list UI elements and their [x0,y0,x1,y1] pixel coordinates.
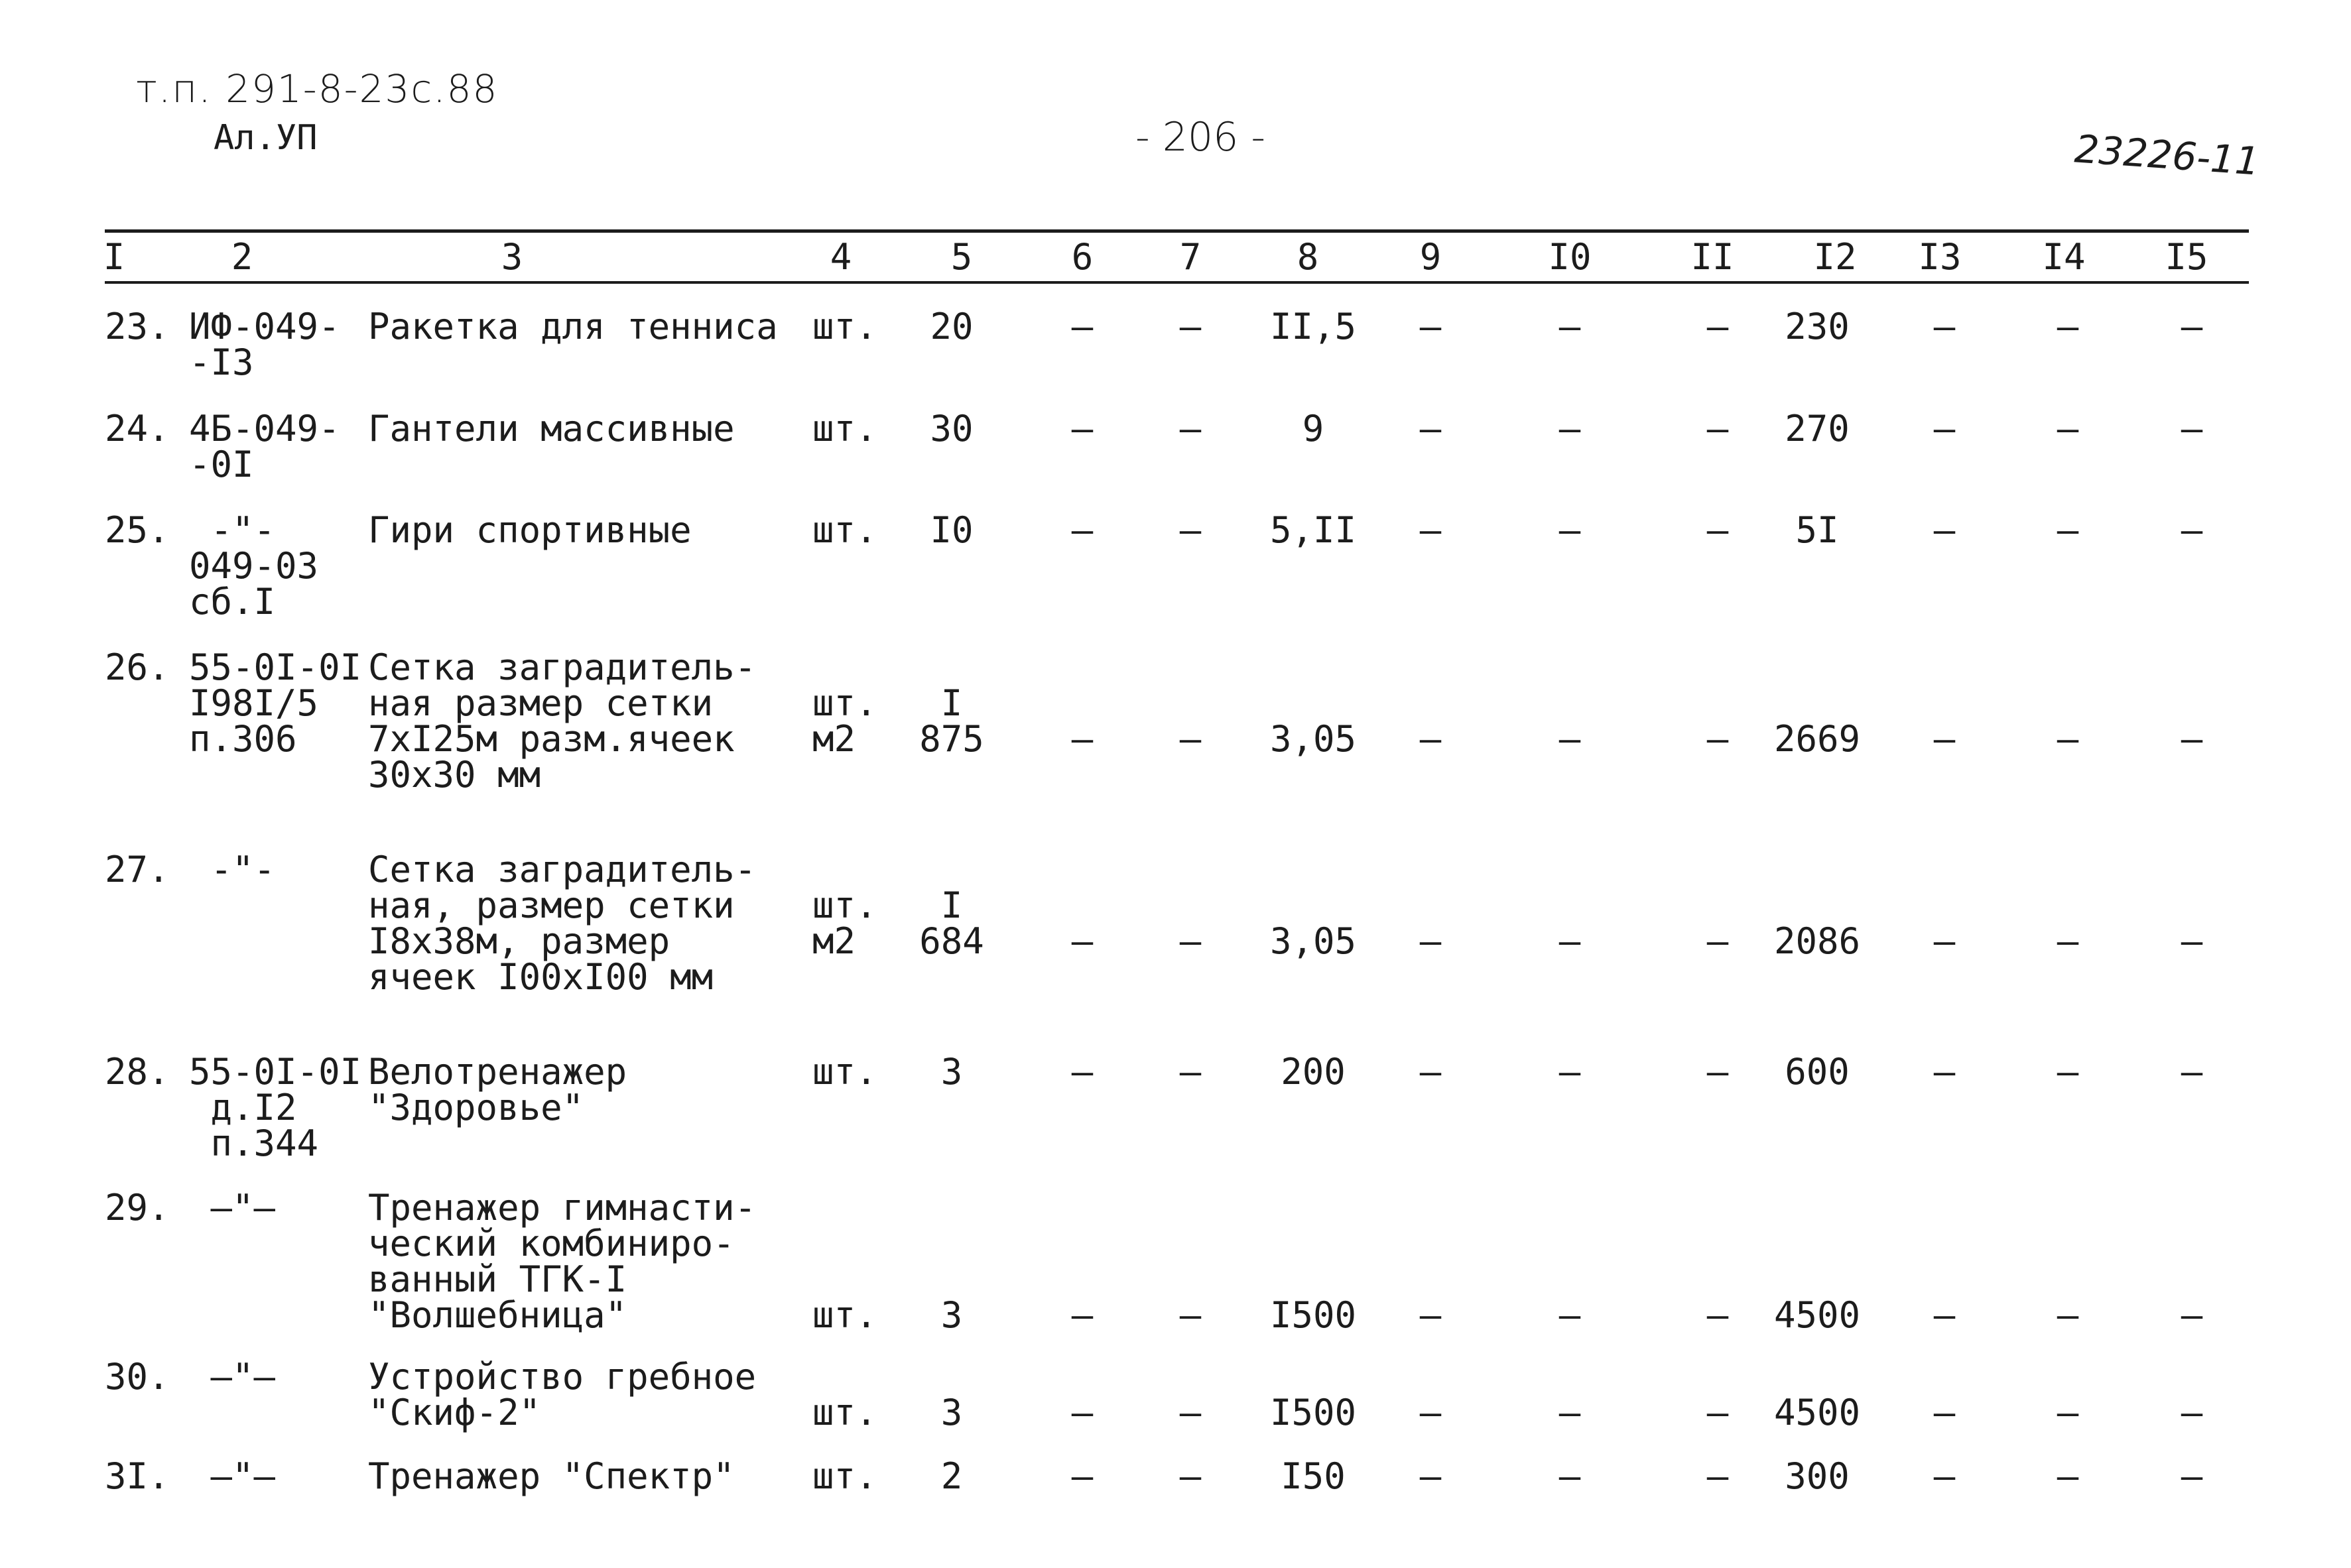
empty-cell-c11: – [1706,718,1729,760]
empty-cell-c13: – [1933,1051,1956,1093]
item-code: -"- [189,849,276,890]
empty-cell-c11: – [1706,1455,1729,1497]
empty-cell-c6: – [1071,718,1094,760]
item-code: 55-0I-0I д.I2 п.344 [189,1051,362,1164]
unit-price: 9 [1302,408,1324,450]
unit-price: 200 [1281,1051,1346,1093]
item-name: Тренажер "Спектр" [368,1455,735,1497]
unit: шт. [812,1455,877,1497]
empty-cell-c15: – [2181,920,2203,962]
item-name: Ракетка для тенниса [368,306,778,347]
empty-cell-c15: – [2181,1392,2203,1433]
col-header-14: I4 [2042,236,2086,278]
item-name: Устройство гребное "Скиф-2" [368,1356,757,1433]
unit-price: I500 [1269,1392,1357,1433]
empty-cell-c10: – [1558,1294,1581,1336]
row-number: 25. [105,509,170,551]
unit-price: I50 [1281,1455,1346,1497]
total-cost: 5I [1795,509,1839,551]
quantity: 3 [940,1051,963,1093]
empty-cell-c13: – [1933,1294,1956,1336]
table-row [0,306,2351,415]
empty-cell-c7: – [1179,408,1202,450]
empty-cell-c13: – [1933,1455,1956,1497]
empty-cell-c10: – [1558,1051,1581,1093]
total-cost: 2086 [1773,920,1861,962]
total-cost: 4500 [1773,1294,1861,1336]
empty-cell-c15: – [2181,718,2203,760]
quantity: I 875 [919,682,984,760]
quantity: 3 [940,1294,963,1336]
item-name: Тренажер гимнасти- ческий комбиниро- ванный ТГК-I "Волшебница" [368,1187,757,1336]
empty-cell-c7: – [1179,920,1202,962]
empty-cell-c10: – [1558,1455,1581,1497]
empty-cell-c6: – [1071,306,1094,347]
col-header-13: I3 [1918,236,1962,278]
empty-cell-c13: – [1933,408,1956,450]
empty-cell-c15: – [2181,1294,2203,1336]
empty-cell-c14: – [2057,1051,2079,1093]
empty-cell-c9: – [1419,509,1442,551]
col-header-6: 6 [1071,236,1094,278]
col-header-4: 4 [830,236,852,278]
empty-cell-c7: – [1179,1392,1202,1433]
empty-cell-c9: – [1419,1051,1442,1093]
table-row [0,1356,2351,1465]
table-header-rule [105,281,2249,284]
item-name: Велотренажер "Здоровье" [368,1051,627,1128]
col-header-11: II [1690,236,1734,278]
empty-cell-c10: – [1558,718,1581,760]
unit: шт. [812,1051,877,1093]
empty-cell-c15: – [2181,306,2203,347]
empty-cell-c14: – [2057,920,2079,962]
empty-cell-c11: – [1706,1051,1729,1093]
table-row [0,646,2351,796]
total-cost: 270 [1785,408,1850,450]
unit: шт. [812,1294,877,1336]
total-cost: 300 [1785,1455,1850,1497]
empty-cell-c9: – [1419,1392,1442,1433]
col-header-10: I0 [1548,236,1592,278]
empty-cell-c6: – [1071,920,1094,962]
empty-cell-c10: – [1558,920,1581,962]
empty-cell-c14: – [2057,306,2079,347]
table-row [0,408,2351,517]
empty-cell-c15: – [2181,1051,2203,1093]
empty-cell-c11: – [1706,509,1729,551]
album-label: Ал.УП [214,118,318,158]
unit: шт. [812,306,877,347]
quantity: 2 [940,1455,963,1497]
empty-cell-c9: – [1419,718,1442,760]
empty-cell-c13: – [1933,1392,1956,1433]
empty-cell-c6: – [1071,1051,1094,1093]
table-row [0,1455,2351,1565]
row-number: 28. [105,1051,170,1093]
item-name: Сетка заградитель- ная, размер сетки I8х38м, размер ячеек I00хI00 мм [368,849,757,998]
table-row [0,509,2351,623]
row-number: 29. [105,1187,170,1229]
row-number: 26. [105,646,170,688]
item-name: Гири спортивные [368,509,692,551]
archive-stamp: 23226-11 [2072,126,2261,184]
row-number: 23. [105,306,170,347]
empty-cell-c9: – [1419,408,1442,450]
empty-cell-c14: – [2057,408,2079,450]
total-cost: 2669 [1773,718,1861,760]
empty-cell-c6: – [1071,408,1094,450]
item-name: Гантели массивные [368,408,735,450]
page-number: - 206 - [1135,114,1265,160]
empty-cell-c11: – [1706,1294,1729,1336]
quantity: 3 [940,1392,963,1433]
item-code: –"– [189,1187,276,1229]
empty-cell-c15: – [2181,1455,2203,1497]
col-header-12: I2 [1813,236,1857,278]
empty-cell-c6: – [1071,1294,1094,1336]
unit: шт. [812,509,877,551]
empty-cell-c7: – [1179,718,1202,760]
empty-cell-c9: – [1419,306,1442,347]
empty-cell-c11: – [1706,408,1729,450]
item-code: 4Б-049- -0I [189,408,340,485]
empty-cell-c13: – [1933,718,1956,760]
empty-cell-c6: – [1071,509,1094,551]
unit: шт. м2 [812,884,877,962]
unit: шт. [812,1392,877,1433]
table-row [0,1051,2351,1164]
total-cost: 230 [1785,306,1850,347]
row-number: 3I. [105,1455,170,1497]
empty-cell-c11: – [1706,920,1729,962]
empty-cell-c14: – [2057,1455,2079,1497]
quantity: 30 [930,408,974,450]
empty-cell-c13: – [1933,920,1956,962]
empty-cell-c10: – [1558,306,1581,347]
quantity: I 684 [919,884,984,962]
item-name: Сетка заградитель- ная размер сетки 7хI25м разм.ячеек 30х30 мм [368,646,757,796]
empty-cell-c7: – [1179,509,1202,551]
empty-cell-c6: – [1071,1455,1094,1497]
empty-cell-c9: – [1419,1455,1442,1497]
quantity: 20 [930,306,974,347]
unit: шт. м2 [812,682,877,760]
empty-cell-c10: – [1558,408,1581,450]
unit-price: 3,05 [1269,718,1357,760]
item-code: –"– [189,1356,276,1398]
row-number: 27. [105,849,170,890]
row-number: 30. [105,1356,170,1398]
empty-cell-c7: – [1179,1051,1202,1093]
item-code: –"– [189,1455,276,1497]
col-header-2: 2 [231,236,253,278]
quantity: I0 [930,509,974,551]
col-header-7: 7 [1179,236,1202,278]
empty-cell-c11: – [1706,1392,1729,1433]
total-cost: 4500 [1773,1392,1861,1433]
empty-cell-c7: – [1179,1455,1202,1497]
empty-cell-c14: – [2057,1392,2079,1433]
unit-price: 5,II [1269,509,1357,551]
total-cost: 600 [1785,1051,1850,1093]
empty-cell-c6: – [1071,1392,1094,1433]
col-header-8: 8 [1297,236,1319,278]
item-code: 55-0I-0I I98I/5 п.306 [189,646,362,760]
empty-cell-c7: – [1179,306,1202,347]
empty-cell-c14: – [2057,509,2079,551]
empty-cell-c13: – [1933,509,1956,551]
empty-cell-c14: – [2057,718,2079,760]
unit-price: I500 [1269,1294,1357,1336]
unit-price: II,5 [1269,306,1357,347]
row-number: 24. [105,408,170,450]
table-top-rule [105,229,2249,233]
table-row [0,1187,2351,1336]
col-header-1: I [103,236,125,278]
col-header-5: 5 [950,236,973,278]
empty-cell-c10: – [1558,509,1581,551]
col-header-9: 9 [1419,236,1442,278]
unit-price: 3,05 [1269,920,1357,962]
empty-cell-c7: – [1179,1294,1202,1336]
item-code: ИФ-049- -I3 [189,306,340,383]
unit: шт. [812,408,877,450]
table-row [0,849,2351,998]
empty-cell-c9: – [1419,920,1442,962]
item-code: -"- 049-03 сб.I [189,509,319,623]
doc-code: т.п. 291-8-23с.88 [136,66,499,111]
col-header-15: I5 [2165,236,2208,278]
empty-cell-c14: – [2057,1294,2079,1336]
empty-cell-c9: – [1419,1294,1442,1336]
col-header-3: 3 [501,236,523,278]
empty-cell-c10: – [1558,1392,1581,1433]
empty-cell-c15: – [2181,509,2203,551]
empty-cell-c15: – [2181,408,2203,450]
empty-cell-c11: – [1706,306,1729,347]
empty-cell-c13: – [1933,306,1956,347]
